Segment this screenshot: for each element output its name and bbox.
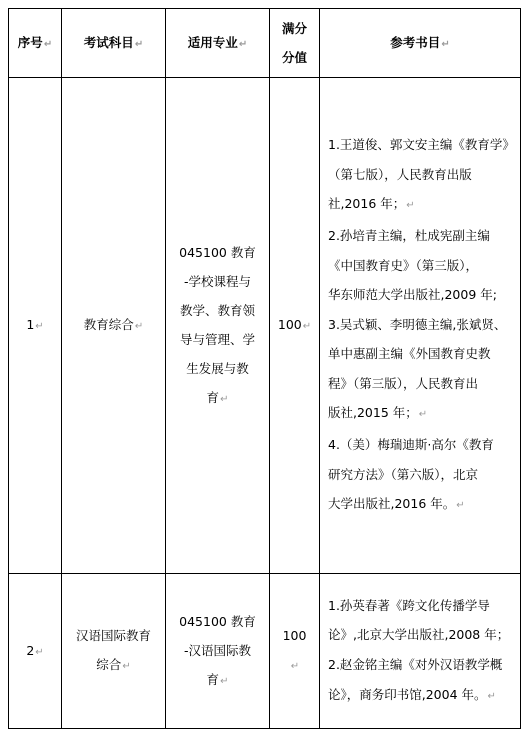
header-books: 参考书目↵ [320,9,521,78]
row-score: 100 ↵ [270,574,320,729]
row-major: 045100 教育 -学校课程与 教学、教育领 导与管理、学 生发展与教 育↵ [166,78,270,574]
header-no: 序号↵ [9,9,62,78]
row-major: 045100 教育 -汉语国际教 育↵ [166,574,270,729]
row-subject: 汉语国际教育 综合↵ [62,574,166,729]
header-major: 适用专业↵ [166,9,270,78]
row-no: 1↵ [9,78,62,574]
header-subject: 考试科目↵ [62,9,166,78]
table-row [9,574,521,729]
exam-subjects-table [8,8,521,729]
row-books: 1.孙英春著《跨文化传播学导 论》,北京大学出版社,2008 年； 2.赵金铭主编《对外汉语教学概 论》，商务印书馆,2004 年。↵ [320,574,521,729]
row-books: 1.王道俊、郭文安主编《教育学》 （第七版），人民教育出版 社,2016 年；↵ 2.孙培青主编，杜成宪副主编 《中国教育史》（第三版）， 华东师范大学出版社,2009 年; 3.吴式颖、李明德主编,张斌贤、 单中惠副主编《外国教育史教 程》（第三版），人民教育出 版社,2015 年；↵ 4.（美）梅瑞迪斯·高尔《教育 研究方法》（第六版），北京 大学出版社,2016 年。↵ [320,78,521,574]
header-score: 满分 分值 [270,9,320,78]
row-subject: 教育综合↵ [62,78,166,574]
table-row [9,78,521,574]
row-score: 100↵ [270,78,320,574]
header-row [9,9,521,78]
row-no: 2↵ [9,574,62,729]
